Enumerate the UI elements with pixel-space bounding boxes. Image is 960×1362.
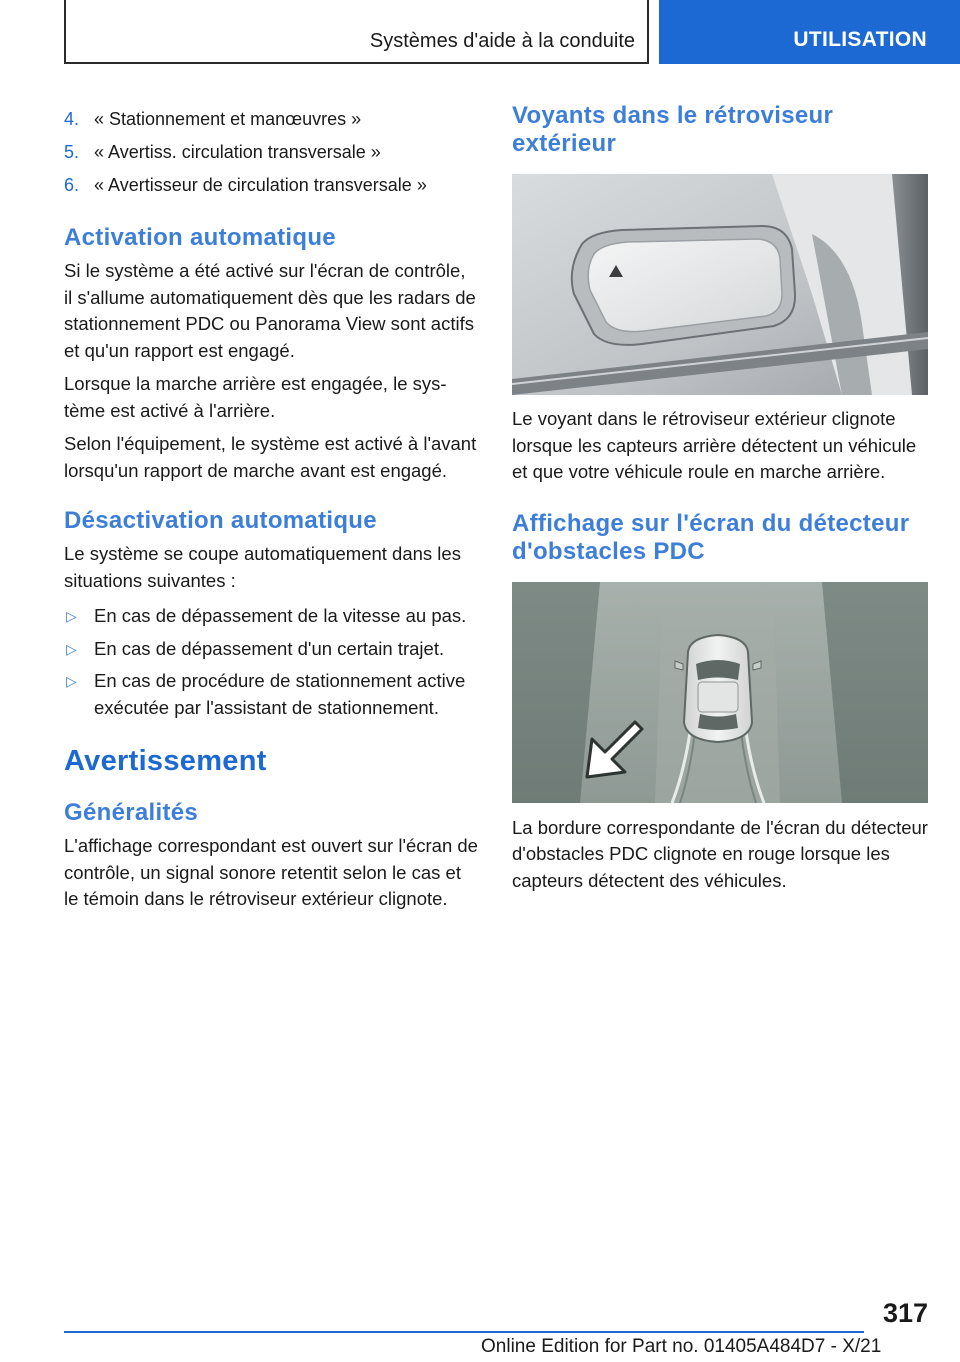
triangle-bullet-icon: ▷ bbox=[66, 640, 77, 657]
heading-auto-activation: Activation automatique bbox=[64, 224, 336, 251]
right-column bbox=[512, 102, 928, 894]
heading-auto-deactivation: Désactivation automatique bbox=[64, 507, 377, 534]
item-text: « Avertisseur de circulation transversale » bbox=[94, 175, 427, 195]
numbered-list bbox=[64, 103, 478, 202]
bullet-item: ▷ En cas de procédure de stationnement active exécutée par l'assistant de stationnement. bbox=[66, 670, 466, 718]
left-column bbox=[64, 103, 478, 913]
side-mirror-image bbox=[512, 174, 928, 395]
list-item bbox=[64, 169, 478, 202]
chapter-title: UTILISATION bbox=[793, 28, 927, 51]
bullet-item: ▷ En cas de dépassement de la vitesse au pas. bbox=[64, 603, 478, 630]
section-title: Systèmes d'aide à la conduite bbox=[369, 30, 635, 52]
item-number: 4. bbox=[64, 109, 80, 129]
mirror-caption: Le voyant dans le rétroviseur extérieur clignote lorsque les capteurs arrière détectent un véhicule et que votre véhicule roule en marche arrière. bbox=[512, 408, 917, 482]
page-number: 317 bbox=[882, 1298, 928, 1328]
pdc-caption: La bordure correspondante de l'écran du détecteur d'obstacles PDC clignote en rouge lorsque les capteurs détectent des véhicules. bbox=[512, 816, 928, 891]
bullet-item: ▷ En cas de dépassement d'un certain trajet. bbox=[64, 636, 478, 663]
list-item bbox=[64, 103, 478, 136]
header-chapter-tab bbox=[659, 0, 960, 64]
paragraph: Lorsque la marche arrière est engagée, le système est activé à l'arrière. bbox=[64, 373, 447, 421]
item-number: 6. bbox=[64, 175, 80, 195]
item-text: « Avertiss. circulation transversale » bbox=[94, 142, 381, 162]
paragraph: Selon l'équipement, le système est activé à l'avant lorsqu'un rapport de marche avant est engagé. bbox=[64, 433, 477, 481]
edition-note: Online Edition for Part no. 01405A484D7 - X/21 bbox=[481, 1336, 882, 1357]
item-text: « Stationnement et manœuvres » bbox=[94, 109, 362, 129]
heading-warning: Avertissement bbox=[64, 745, 267, 777]
footer-divider bbox=[64, 1331, 864, 1333]
heading-mirror-indicators: Voyants dans le rétroviseur extérieur bbox=[512, 102, 834, 157]
heading-pdc-display: Affichage sur l'écran du détecteur d'obstacles PDC bbox=[512, 509, 910, 565]
bullet-list bbox=[64, 603, 478, 721]
paragraph: Le système se coupe automatiquement dans les situations suivantes : bbox=[64, 543, 461, 591]
list-item bbox=[64, 136, 478, 169]
pdc-screen-image bbox=[512, 582, 928, 803]
triangle-bullet-icon: ▷ bbox=[66, 673, 77, 689]
item-number: 5. bbox=[64, 142, 80, 162]
paragraph: L'affichage correspondant est ouvert sur l'écran de contrôle, un signal sonore retentit selon le cas et le témoin dans le rétroviseur extérieur clignote. bbox=[64, 835, 478, 909]
subheading-general: Généralités bbox=[64, 799, 199, 826]
paragraph: Si le système a été activé sur l'écran de contrôle, il s'allume automatiquement dès que les radars de stationnement PDC ou Panorama View sont actifs et qu'un rapport est engagé. bbox=[64, 260, 476, 361]
triangle-bullet-icon: ▷ bbox=[66, 608, 77, 624]
header-section-box bbox=[64, 0, 649, 64]
mirror-illustration bbox=[512, 174, 928, 395]
pdc-illustration bbox=[512, 582, 928, 803]
